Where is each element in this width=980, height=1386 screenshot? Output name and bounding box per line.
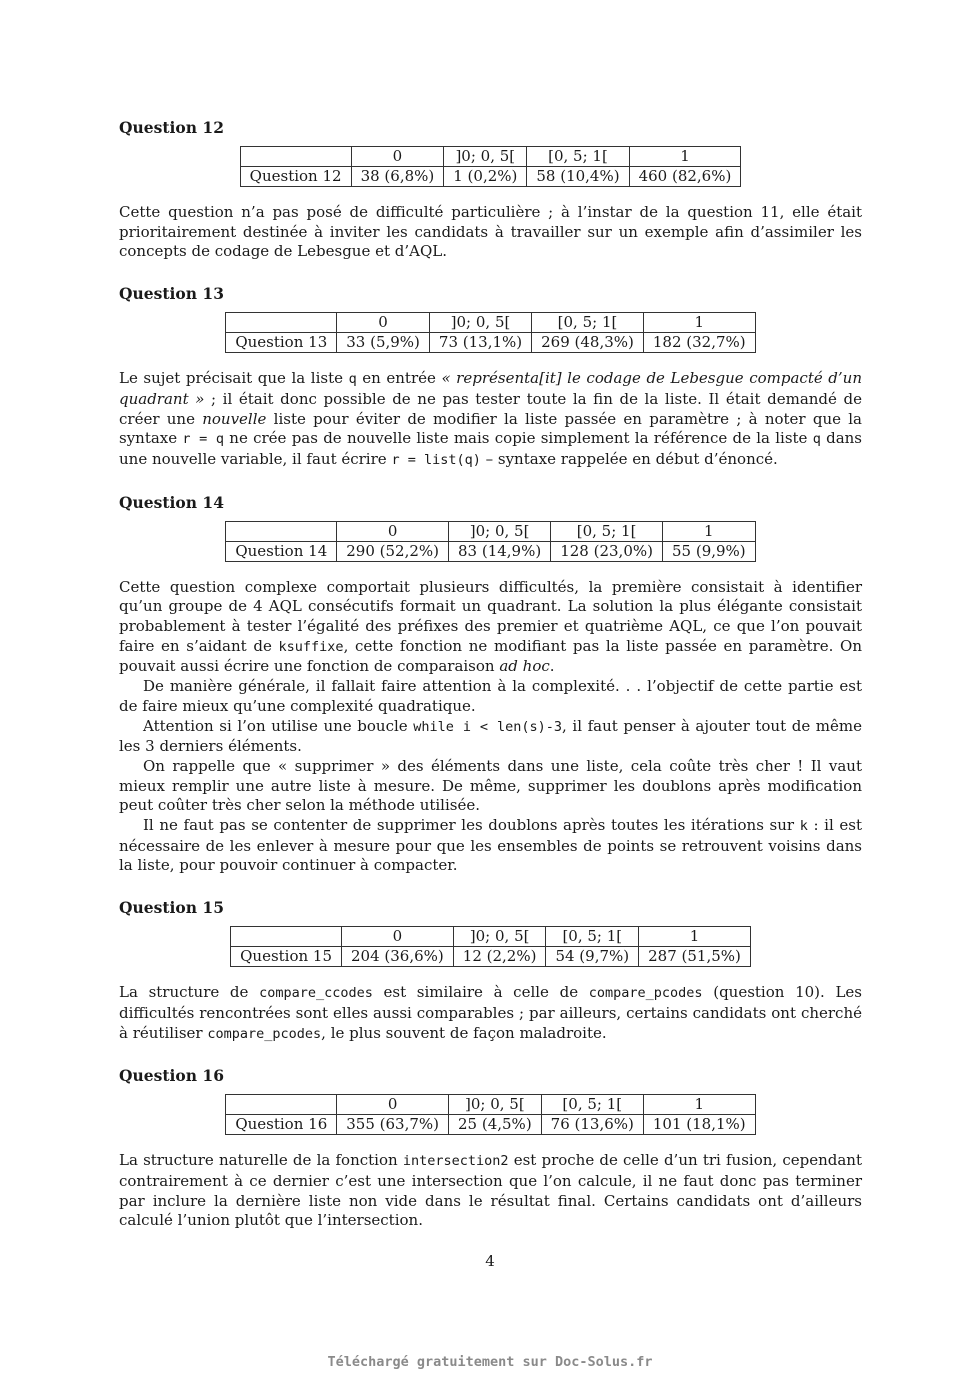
code-inline: q: [812, 431, 821, 448]
emphasis: nouvelle: [202, 409, 267, 428]
stats-table: [225, 1094, 755, 1135]
code-inline: intersection2: [402, 1153, 509, 1170]
paragraph: [119, 717, 862, 757]
table-row: [231, 947, 751, 967]
text: ; il était donc possible de ne pas tester toute la fin de la liste. Il était demandé de créer une: [119, 389, 862, 428]
paragraph: De manière générale, il fallait faire attention à la complexité. . . l’objectif de cette partie est de faire mieux qu’une complexité quadratique.: [119, 677, 862, 715]
text: Cette question complexe comportait plusieurs difficultés, la première consistait à identifier qu’un groupe de 4 AQL consécutifs formait un quadrant. La solution la plus élégante consistait probablement à tester l’égalité des préfixes des premier et quatrième AQL, ce que l’on pouvait faire en s’aidant de: [119, 577, 862, 655]
text: Le sujet précisait que la liste: [119, 369, 349, 388]
table-cell: 287 (51,5%): [639, 947, 751, 967]
table-header: 0: [337, 521, 449, 541]
table-cell: 25 (4,5%): [449, 1115, 542, 1135]
text: Attention si l’on utilise une boucle: [143, 716, 414, 735]
table-cell: Question 16: [226, 1115, 337, 1135]
table-header: 0: [351, 147, 444, 167]
section-title: Question 14: [119, 492, 224, 512]
table-header: ]0; 0, 5[: [429, 313, 531, 333]
text: est proche de celle d’un tri fusion, cependant contrairement à ce dernier c’est une intersection que l’on calcule, il ne faut donc pas terminer par inclure la dernière liste non vide dans le résultat final. Certains candidats ont d’ailleurs calculé l’union plutôt que l’intersection.: [119, 1151, 862, 1230]
section-question-13: [119, 284, 862, 471]
table-cell-empty: [231, 927, 342, 947]
table-cell: Question 14: [226, 541, 337, 561]
table-cell: 73 (13,1%): [429, 333, 531, 353]
table-cell: Question 15: [231, 947, 342, 967]
table-cell: 355 (63,7%): [337, 1115, 449, 1135]
code-inline: r = list(q): [391, 451, 481, 468]
table-cell: 38 (6,8%): [351, 167, 444, 187]
text: est similaire à celle de: [372, 983, 589, 1002]
table-cell-empty: [226, 521, 337, 541]
section-title: Question 13: [119, 284, 224, 304]
code-inline: compare_pcodes: [588, 985, 703, 1002]
table-cell: Question 12: [240, 167, 351, 187]
table-header-row: [240, 147, 741, 167]
table-cell: Question 13: [226, 333, 337, 353]
emphasis: ad hoc: [499, 657, 550, 676]
table-row: [226, 333, 755, 353]
stats-table: [230, 926, 751, 967]
table-row: [226, 541, 755, 561]
table-header: 0: [337, 1095, 449, 1115]
stats-table: [240, 146, 742, 187]
table-cell: 55 (9,9%): [662, 541, 755, 561]
table-header: [0, 5; 1[: [541, 1095, 643, 1115]
table-header: ]0; 0, 5[: [444, 147, 527, 167]
table-cell: 83 (14,9%): [449, 541, 551, 561]
table-row: [226, 1115, 755, 1135]
table-header-row: [226, 313, 755, 333]
table-header: 1: [643, 313, 755, 333]
text: , il faut penser à ajouter tout de même les 3 derniers éléments.: [119, 716, 862, 756]
document-body: [119, 118, 862, 1253]
table-header: 1: [629, 147, 741, 167]
table-cell: 269 (48,3%): [532, 333, 644, 353]
paragraph: [119, 983, 862, 1044]
paragraph: [119, 578, 862, 678]
text: Il ne faut pas se contenter de supprimer les doublons après toutes les itérations sur: [143, 816, 800, 835]
table-cell: 460 (82,6%): [629, 167, 741, 187]
stats-table: [225, 521, 755, 562]
text: .: [549, 657, 555, 676]
table-cell: 58 (10,4%): [527, 167, 629, 187]
table-cell: 1 (0,2%): [444, 167, 527, 187]
table-header: ]0; 0, 5[: [453, 927, 546, 947]
section-title: Question 15: [119, 898, 224, 918]
code-inline: ksuffixe: [278, 638, 344, 655]
code-inline: compare_pcodes: [207, 1025, 322, 1042]
table-cell: 101 (18,1%): [643, 1115, 755, 1135]
text: dans une nouvelle variable, il faut écrire: [119, 429, 863, 468]
text: , cette fonction ne modifiant pas la liste passée en paramètre. On pouvait aussi écrire une fonction de comparaison: [119, 636, 862, 676]
text: – syntaxe rappelée en début d’énoncé.: [480, 449, 778, 468]
table-cell: 12 (2,2%): [453, 947, 546, 967]
quote-italic: « représenta[it] le codage de Lebesgue compacté d’un quadrant »: [119, 369, 862, 408]
text: : il est nécessaire de les enlever à mesure pour que les ensembles de points se retrouvent voisins dans la liste, pour pouvoir continuer à compacter.: [119, 816, 862, 875]
table-header: 1: [662, 521, 755, 541]
table-header: 1: [643, 1095, 755, 1115]
paragraph: On rappelle que « supprimer » des éléments dans une liste, cela coûte très cher ! Il vaut mieux remplir une autre liste à mesure. De même, supprimer les doublons après modification peut coûter très cher selon la méthode utilisée.: [119, 756, 862, 815]
table-header: [0, 5; 1[: [532, 313, 644, 333]
table-header: 0: [342, 927, 454, 947]
text: , le plus souvent de façon maladroite.: [321, 1023, 607, 1042]
stats-table: [225, 312, 755, 353]
table-cell-empty: [226, 313, 337, 333]
section-title: Question 12: [119, 118, 224, 137]
footer-link[interactable]: Téléchargé gratuitement sur Doc-Solus.fr: [327, 1354, 653, 1370]
table-header-row: [231, 927, 751, 947]
page-number: 4: [485, 1252, 495, 1270]
table-header: [0, 5; 1[: [551, 521, 663, 541]
code-inline: k: [799, 818, 808, 835]
paragraph: [119, 369, 862, 471]
table-cell: 76 (13,6%): [541, 1115, 643, 1135]
table-cell: 182 (32,7%): [643, 333, 755, 353]
table-header-row: [226, 521, 755, 541]
table-header-row: [226, 1095, 755, 1115]
paragraph: [119, 816, 862, 876]
paragraph: Cette question n’a pas posé de difficulté particulière ; à l’instar de la question 11, elle était prioritairement destinée à inviter les candidats à travailler sur un exemple afin d’assimiler les concepts de codage de Lebesgue et d’AQL.: [119, 203, 862, 261]
table-cell: 128 (23,0%): [551, 541, 663, 561]
section-title: Question 16: [119, 1066, 224, 1086]
code-inline: while i < len(s)-3: [413, 718, 563, 735]
table-header: [0, 5; 1[: [546, 927, 639, 947]
code-inline: compare_ccodes: [259, 985, 373, 1002]
table-header: ]0; 0, 5[: [449, 521, 551, 541]
text: La structure naturelle de la fonction: [119, 1151, 403, 1170]
text: La structure de: [119, 983, 260, 1002]
code-inline: q: [348, 371, 357, 388]
table-cell: 290 (52,2%): [337, 541, 449, 561]
text: ne crée pas de nouvelle liste mais copie simplement la référence de la liste: [224, 429, 813, 448]
text: en entrée: [356, 369, 442, 388]
code-inline: r = q: [182, 431, 225, 448]
section-question-15: [119, 898, 862, 1044]
table-header: ]0; 0, 5[: [449, 1095, 542, 1115]
section-question-12: [119, 118, 862, 262]
table-header: 1: [639, 927, 751, 947]
table-header: 0: [337, 313, 430, 333]
text: (question 10). Les difficultés rencontrées sont elles aussi comparables ; par ailleurs, certains candidats ont cherché à réutiliser: [119, 983, 862, 1042]
section-question-14: [119, 493, 862, 877]
table-cell-empty: [240, 147, 351, 167]
text: liste pour éviter de modifier la liste passée en paramètre ; à noter que la syntaxe: [119, 409, 862, 448]
table-cell-empty: [226, 1095, 337, 1115]
table-cell: 33 (5,9%): [337, 333, 430, 353]
table-cell: 54 (9,7%): [546, 947, 639, 967]
section-question-16: [119, 1066, 862, 1231]
table-cell: 204 (36,6%): [342, 947, 454, 967]
table-row: [240, 167, 741, 187]
table-header: [0, 5; 1[: [527, 147, 629, 167]
paragraph: [119, 1151, 862, 1231]
